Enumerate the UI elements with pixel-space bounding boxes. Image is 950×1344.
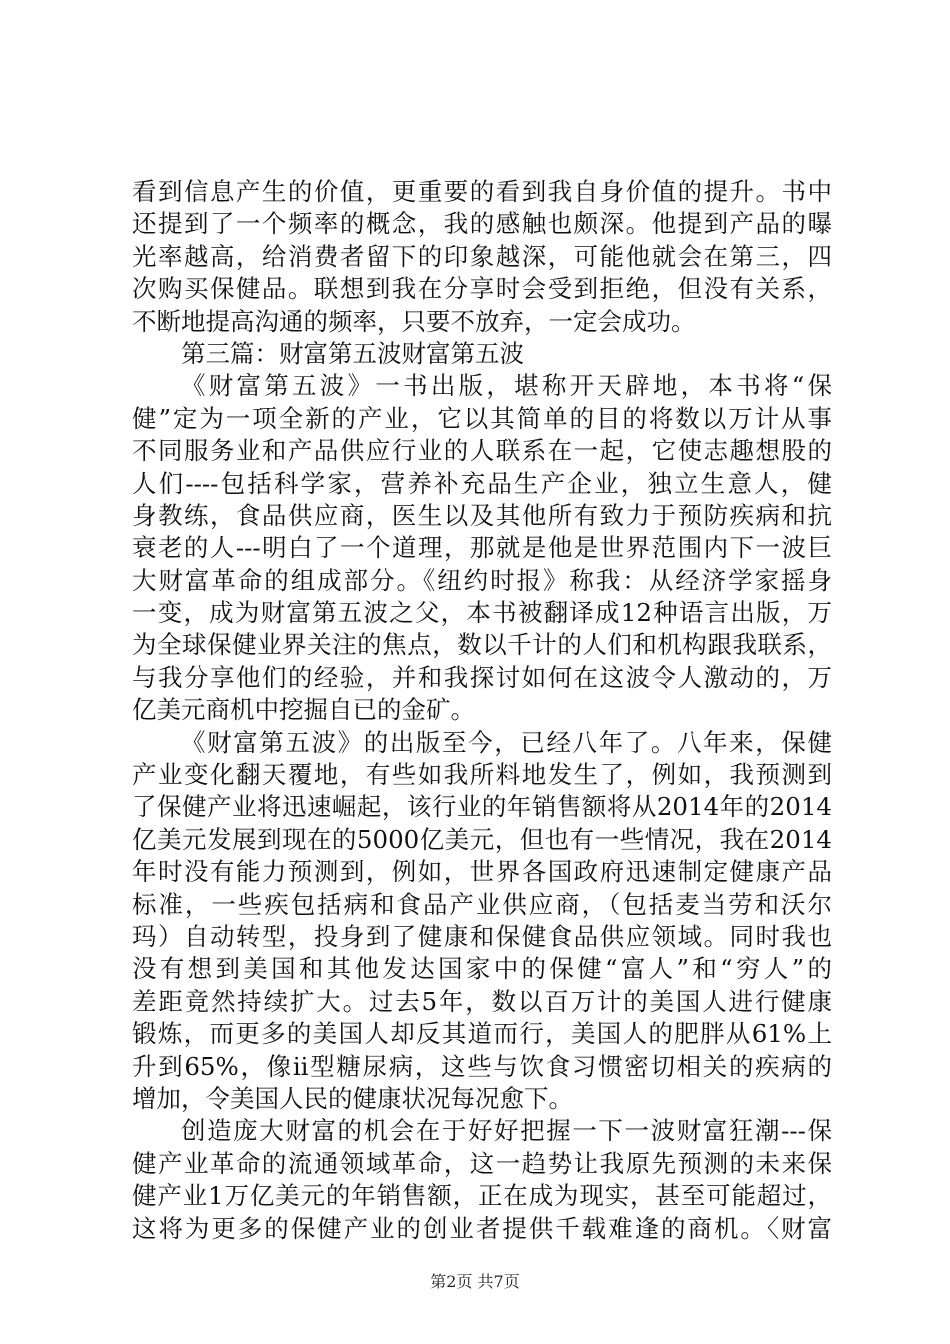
text-line: 大财富革命的组成部分。《纽约时报》称我：从经济学家摇身: [132, 565, 832, 595]
text-line: 标准，一些疾包括病和食品产业供应商，（包括麦当劳和沃尔: [132, 889, 832, 919]
text-line: 《财富第五波》一书出版，堪称开天辟地，本书将“保: [181, 371, 832, 401]
paragraph: [132, 176, 832, 338]
text-line: 看到信息产生的价值，更重要的看到我自身价值的提升。书中: [132, 177, 832, 206]
page-footer: 第2页 共7页: [430, 1272, 520, 1291]
text-line: 产业变化翻天覆地，有些如我所料地发生了，例如，我预测到: [132, 760, 832, 790]
text-line: 年时没有能力预测到，例如，世界各国政府迅速制定健康产品: [132, 857, 832, 887]
text-line: 这将为更多的保健产业的创业者提供千载难逢的商机。〈财富: [132, 1213, 832, 1243]
text-line: 健产业1万亿美元的年销售额，正在成为现实，甚至可能超过，: [132, 1181, 832, 1211]
text-line: 还提到了一个频率的概念，我的感触也颇深。他提到产品的曝: [132, 209, 832, 239]
text-line: 不同服务业和产品供应行业的人联系在一起，它使志趣想股的: [132, 436, 832, 466]
text-line: 亿美元发展到现在的5000亿美元，但也有一些情况，我在2014: [132, 824, 832, 854]
text-line: 与我分享他们的经验，并和我探讨如何在这波令人激动的，万: [132, 662, 832, 692]
text-line: 锻炼，而更多的美国人却反其道而行，美国人的肥胖从61%上: [132, 1019, 832, 1049]
section-heading: [132, 338, 832, 370]
text-line: 差距竟然持续扩大。过去5年，数以百万计的美国人进行健康: [132, 986, 832, 1016]
text-line: 光率越高，给消费者留下的印象越深，可能他就会在第三，四: [132, 241, 832, 271]
text-line: 第三篇：财富第五波财富第五波: [181, 338, 524, 368]
text-line: 了保健产业将迅速崛起，该行业的年销售额将从2014年的2014: [132, 792, 832, 822]
text-line: 人们----包括科学家，营养补充品生产企业，独立生意人，健: [132, 468, 832, 498]
text-line: 一变，成为财富第五波之父，本书被翻译成12种语言出版，万: [132, 598, 832, 628]
text-line: 为全球保健业界关注的焦点，数以千计的人们和机构跟我联系，: [132, 630, 832, 660]
text-line: 不断地提高沟通的频率，只要不放弃，一定会成功。: [132, 306, 696, 336]
text-line: 健产业革命的流通领域革命，这一趋势让我原先预测的未来保: [132, 1148, 832, 1178]
paragraph: [132, 370, 832, 726]
text-line: 次购买保健品。联想到我在分享时会受到拒绝，但没有关系，: [132, 274, 832, 304]
paragraph: [132, 727, 832, 1116]
text-line: 亿美元商机中挖掘自已的金矿。: [132, 695, 475, 725]
text-line: 升到65%，像ii型糖尿病，这些与饮食习惯密切相关的疾病的: [132, 1051, 832, 1081]
document-body: [132, 176, 832, 1245]
text-line: 身教练，食品供应商，医生以及其他所有致力于预防疾病和抗: [132, 500, 832, 530]
text-line: 衰老的人---明白了一个道理，那就是他是世界范围内下一波巨: [132, 533, 832, 563]
paragraph: [132, 1115, 832, 1245]
text-line: 增加，令美国人民的健康状况每况愈下。: [132, 1083, 573, 1113]
text-line: 玛）自动转型，投身到了健康和保健食品供应领域。同时我也: [132, 921, 832, 951]
text-line: 创造庞大财富的机会在于好好把握一下一波财富狂潮---保: [181, 1116, 832, 1146]
text-line: 没有想到美国和其他发达国家中的保健“富人”和“穷人”的: [132, 954, 832, 984]
text-line: 健”定为一项全新的产业，它以其简单的目的将数以万计从事: [132, 403, 832, 433]
text-line: 《财富第五波》的出版至今，已经八年了。八年来，保健: [181, 727, 832, 757]
